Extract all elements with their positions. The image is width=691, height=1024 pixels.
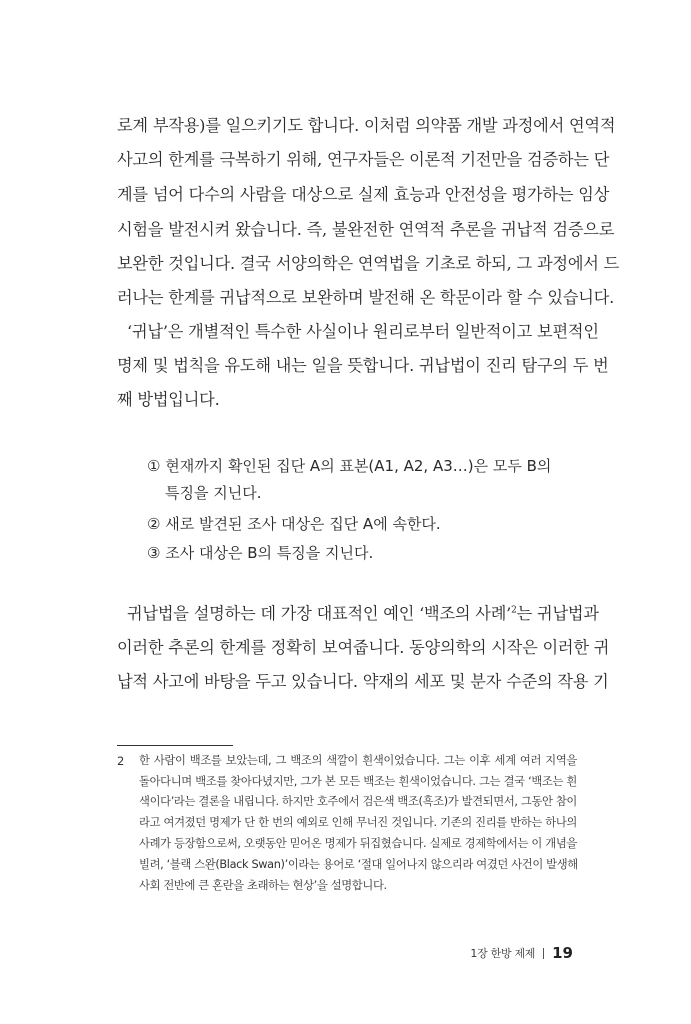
body-text-line: 러나는 한계를 귀납적으로 보완하며 발전해 온 학문이라 할 수 있습니다. — [117, 288, 615, 307]
body-text-line: 사고의 한계를 극복하기 위해, 연구자들은 이론적 기전만을 검증하는 단 — [117, 150, 610, 169]
page-number: 19 — [552, 944, 573, 962]
footnote-divider — [117, 745, 233, 746]
body-text-line: 납적 사고에 바탕을 두고 있습니다. 약재의 세포 및 분자 수준의 작용 기 — [117, 672, 609, 691]
body-text-line: 계를 넘어 다수의 사람을 대상으로 실제 효능과 안전성을 평가하는 임상 — [117, 185, 610, 204]
body-text-line: 보완한 것입니다. 결국 서양의학은 연역법을 기초로 하되, 그 과정에서 드 — [117, 254, 620, 273]
footnote-line: 빌려, ‘블랙 스완(Black Swan)’이라는 용어로 ‘절대 일어나지 않으리라 여겼던 사건이 발생해 — [139, 858, 578, 871]
body-text-line: 시험을 발전시켜 왔습니다. 즉, 불완전한 연역적 추론을 귀납적 검증으로 — [117, 220, 615, 239]
list-item-2: ② 새로 발견된 조사 대상은 집단 A에 속한다. — [147, 515, 441, 533]
text-segment: 귀납법을 설명하는 데 가장 대표적인 예인 ‘백조의 사례’ — [127, 604, 512, 623]
text-segment: 는 귀납법과 — [516, 604, 599, 623]
footnote-line: 라고 여겨졌던 명제가 단 한 번의 예외로 인해 무너진 것입니다. 기존의 진리를 반하는 하나의 — [139, 816, 577, 829]
body-text-line: 이러한 추론의 한계를 정확히 보여줍니다. 동양의학의 시작은 이러한 귀 — [117, 638, 610, 657]
footnote-reference[interactable]: 2 — [511, 605, 517, 616]
footnote-line: 돌아다니며 백조를 찾아다녔지만, 그가 본 모든 백조는 흰색이었습니다. 그는 결국 ‘백조는 흰 — [139, 775, 577, 788]
page-footer — [470, 944, 573, 962]
list-item-1-continuation: 특징을 지닌다. — [165, 484, 262, 502]
body-text-line: 명제 및 법칙을 유도해 내는 일을 뜻합니다. 귀납법이 진리 탐구의 두 번 — [117, 356, 609, 375]
body-text-line: 로계 부작용)를 일으키기도 합니다. 이처럼 의약품 개발 과정에서 연역적 — [117, 116, 616, 135]
footer-separator — [543, 948, 544, 959]
chapter-title: 1장 한방 제제 — [470, 947, 536, 960]
footnote-number: 2 — [117, 754, 125, 768]
body-text-line: 째 방법입니다. — [117, 390, 220, 409]
body-text-line: ‘귀납’은 개별적인 특수한 사실이나 원리로부터 일반적이고 보편적인 — [127, 322, 599, 341]
list-item-1: ① 현재까지 확인된 집단 A의 표본(A1, A2, A3…)은 모두 B의 — [147, 457, 552, 475]
footnote-line: 사례가 등장함으로써, 오랫동안 믿어온 명제가 뒤집혔습니다. 실제로 경제학에서는 이 개념을 — [139, 837, 577, 850]
body-text-line — [127, 604, 599, 624]
footnote-line: 한 사람이 백조를 보았는데, 그 백조의 색깔이 흰색이었습니다. 그는 이후 세계 여러 지역을 — [139, 754, 577, 767]
footnote-line: 색이다’라는 결론을 내립니다. 하지만 호주에서 검은색 백조(흑조)가 발견되면서, 그동안 참이 — [139, 795, 577, 808]
footnote-line: 사회 전반에 큰 혼란을 초래하는 현상’을 설명합니다. — [139, 879, 387, 892]
list-item-3: ③ 조사 대상은 B의 특징을 지닌다. — [147, 544, 374, 562]
